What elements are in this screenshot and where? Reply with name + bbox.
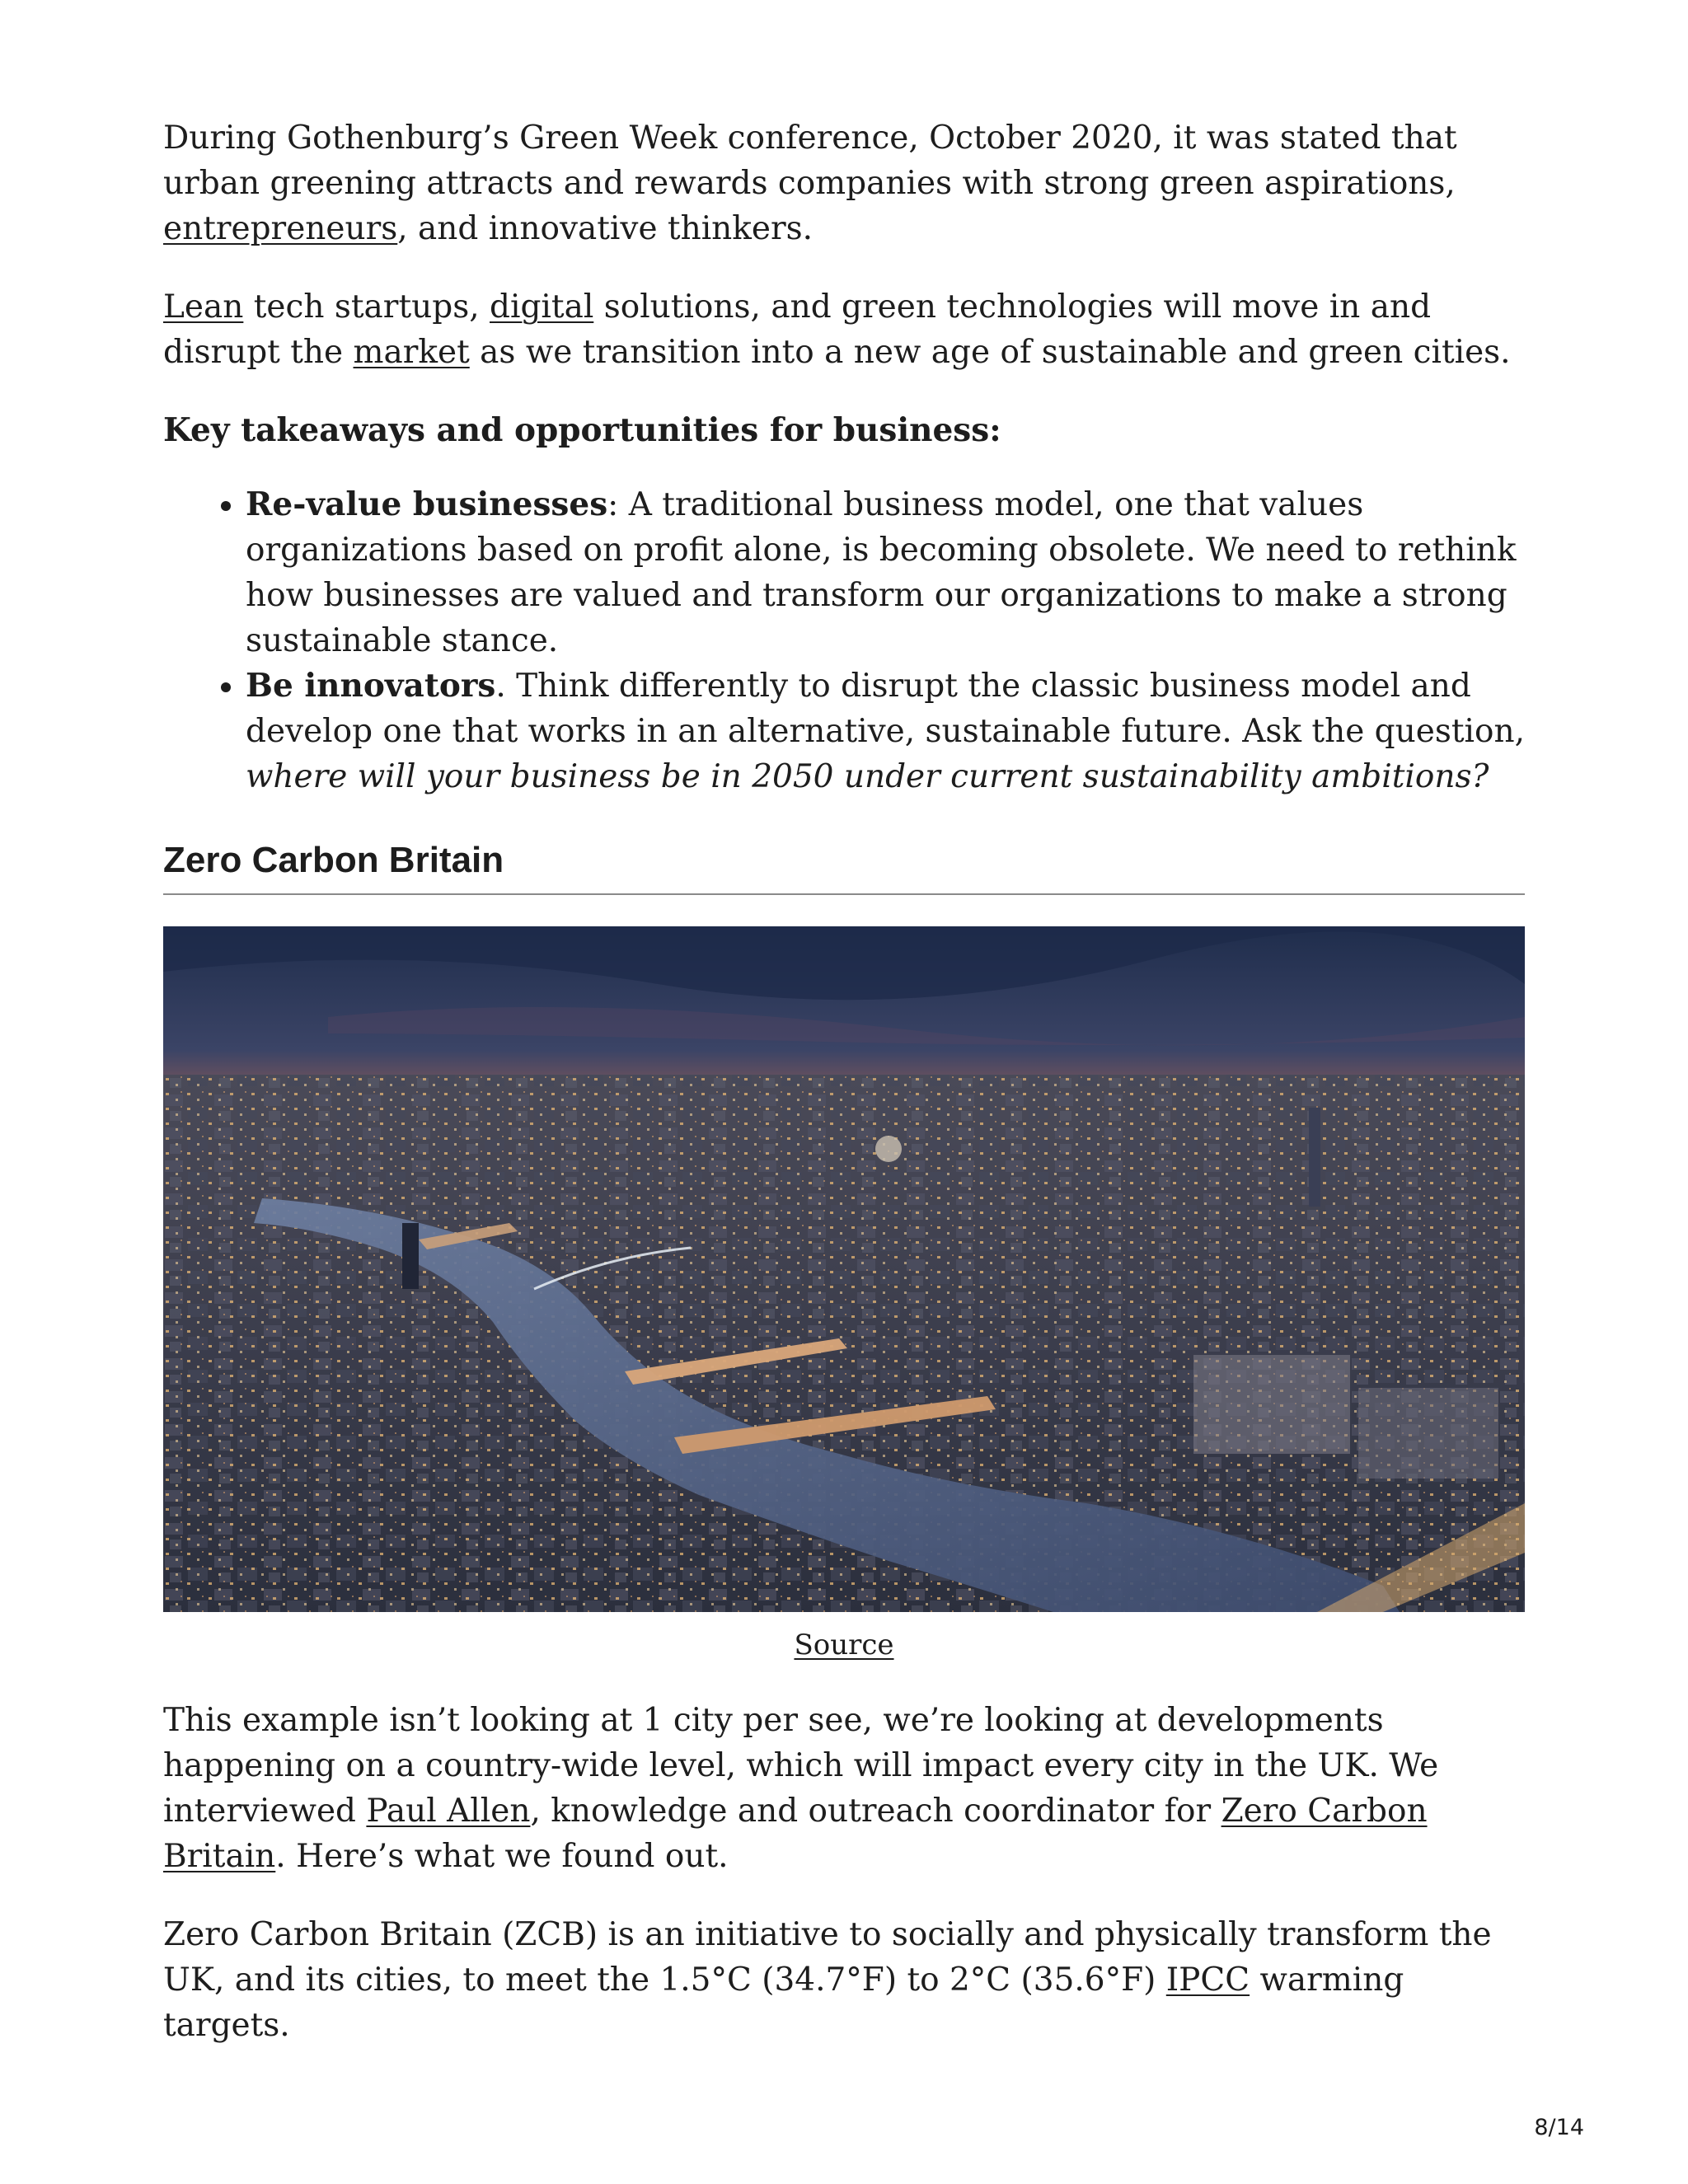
zero-carbon-britain-link[interactable]: Zero Carbon Britain <box>163 1793 1428 1875</box>
intro-text: as we transition into a new age of sustainable and green cities. <box>469 334 1511 371</box>
body-text: , knowledge and outreach coordinator for <box>530 1793 1221 1830</box>
london-skyline-photo <box>163 926 1525 1612</box>
list-item-italic: where will your business be in 2050 under current sustainability ambitions? <box>246 758 1489 795</box>
intro-text: tech startups, <box>243 288 490 326</box>
list-item <box>246 663 1525 799</box>
body-text: . Here’s what we found out. <box>275 1838 729 1875</box>
intro-text: During Gothenburg’s Green Week conference, October 2020, it was stated that urban greening attracts and rewards companies with strong green aspirations, <box>163 120 1457 202</box>
paul-allen-link[interactable]: Paul Allen <box>366 1793 531 1830</box>
intro-text-end: , and innovative thinkers. <box>397 210 814 247</box>
body-text: Zero Carbon Britain (ZCB) is an initiative to socially and physically transform the UK, and its cities, to meet the 1.5°C (34.7°F) to 2°C (35.6°F) <box>163 1916 1492 1999</box>
takeaways-heading: Key takeaways and opportunities for business: <box>163 411 1001 449</box>
list-item-text: : A traditional business model, one that values organizations based on profit alone, is becoming obsolete. We need to rethink how businesses are valued and transform our organizations to make a strong sustainable stance. <box>246 486 1517 659</box>
article-page <box>163 115 1525 2081</box>
list-item <box>246 482 1525 663</box>
source-link[interactable]: Source <box>794 1629 894 1661</box>
entrepreneurs-link[interactable]: entrepreneurs <box>163 210 398 247</box>
section-heading: Zero Carbon Britain <box>163 837 1525 895</box>
takeaways-list <box>163 482 1525 799</box>
page-number: 8/14 <box>1534 2115 1584 2140</box>
image-caption <box>163 1625 1525 1665</box>
lean-link[interactable]: Lean <box>163 288 244 326</box>
market-link[interactable]: market <box>353 334 470 371</box>
list-item-bold: Re-value businesses <box>246 485 608 523</box>
body-paragraph-1 <box>163 1698 1525 1879</box>
list-item-bold: Be innovators <box>246 667 496 705</box>
intro-text: solutions, and green technologies will move in and disrupt the <box>163 288 1432 371</box>
digital-link[interactable]: digital <box>490 288 594 326</box>
body-text: warming targets. <box>163 1961 1404 2044</box>
body-paragraph-2 <box>163 1912 1525 2048</box>
intro-paragraph-1 <box>163 115 1525 251</box>
list-item-text: . Think differently to disrupt the classic business model and develop one that works in an alternative, sustainable future. Ask the question, <box>246 668 1525 750</box>
body-text: This example isn’t looking at 1 city per see, we’re looking at developments happening on a country-wide level, which will impact every city in the UK. We interviewed <box>163 1702 1439 1830</box>
intro-paragraph-2 <box>163 284 1525 375</box>
ipcc-link[interactable]: IPCC <box>1165 1961 1250 1999</box>
